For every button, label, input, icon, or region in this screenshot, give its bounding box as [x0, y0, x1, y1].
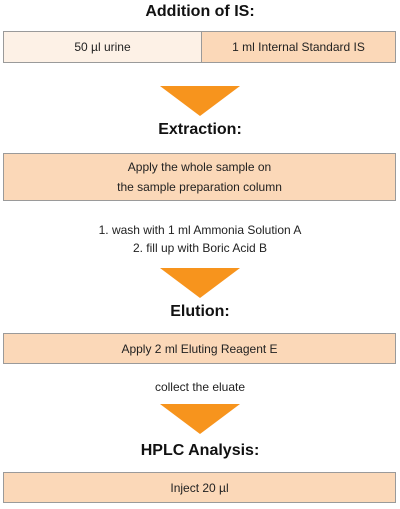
extraction-notes	[0, 221, 400, 257]
inject-text: Inject 20 µl	[170, 480, 229, 495]
internal-standard-cell: 1 ml Internal Standard IS	[201, 32, 395, 62]
urine-cell: 50 µl urine	[4, 32, 201, 62]
elution-text: Apply 2 ml Eluting Reagent E	[121, 341, 278, 356]
extraction-line-1: Apply the whole sample on	[127, 160, 272, 174]
elution-box	[3, 333, 396, 364]
extraction-line-2: the sample preparation column	[117, 180, 282, 194]
heading-hplc-analysis: HPLC Analysis:	[140, 442, 260, 459]
fill-step-note: 2. fill up with Boric Acid B	[132, 241, 268, 255]
hplc-box	[3, 472, 396, 503]
extraction-box	[3, 153, 396, 201]
addition-box	[3, 31, 396, 63]
wash-step-note: 1. wash with 1 ml Ammonia Solution A	[98, 223, 302, 237]
collect-eluate-note: collect the eluate	[154, 380, 246, 394]
heading-extraction: Extraction:	[158, 121, 242, 138]
heading-elution: Elution:	[170, 303, 230, 320]
down-arrow-icon	[160, 86, 240, 116]
heading-addition-of-is: Addition of IS:	[145, 3, 255, 20]
down-arrow-icon	[160, 404, 240, 434]
down-arrow-icon	[160, 268, 240, 298]
